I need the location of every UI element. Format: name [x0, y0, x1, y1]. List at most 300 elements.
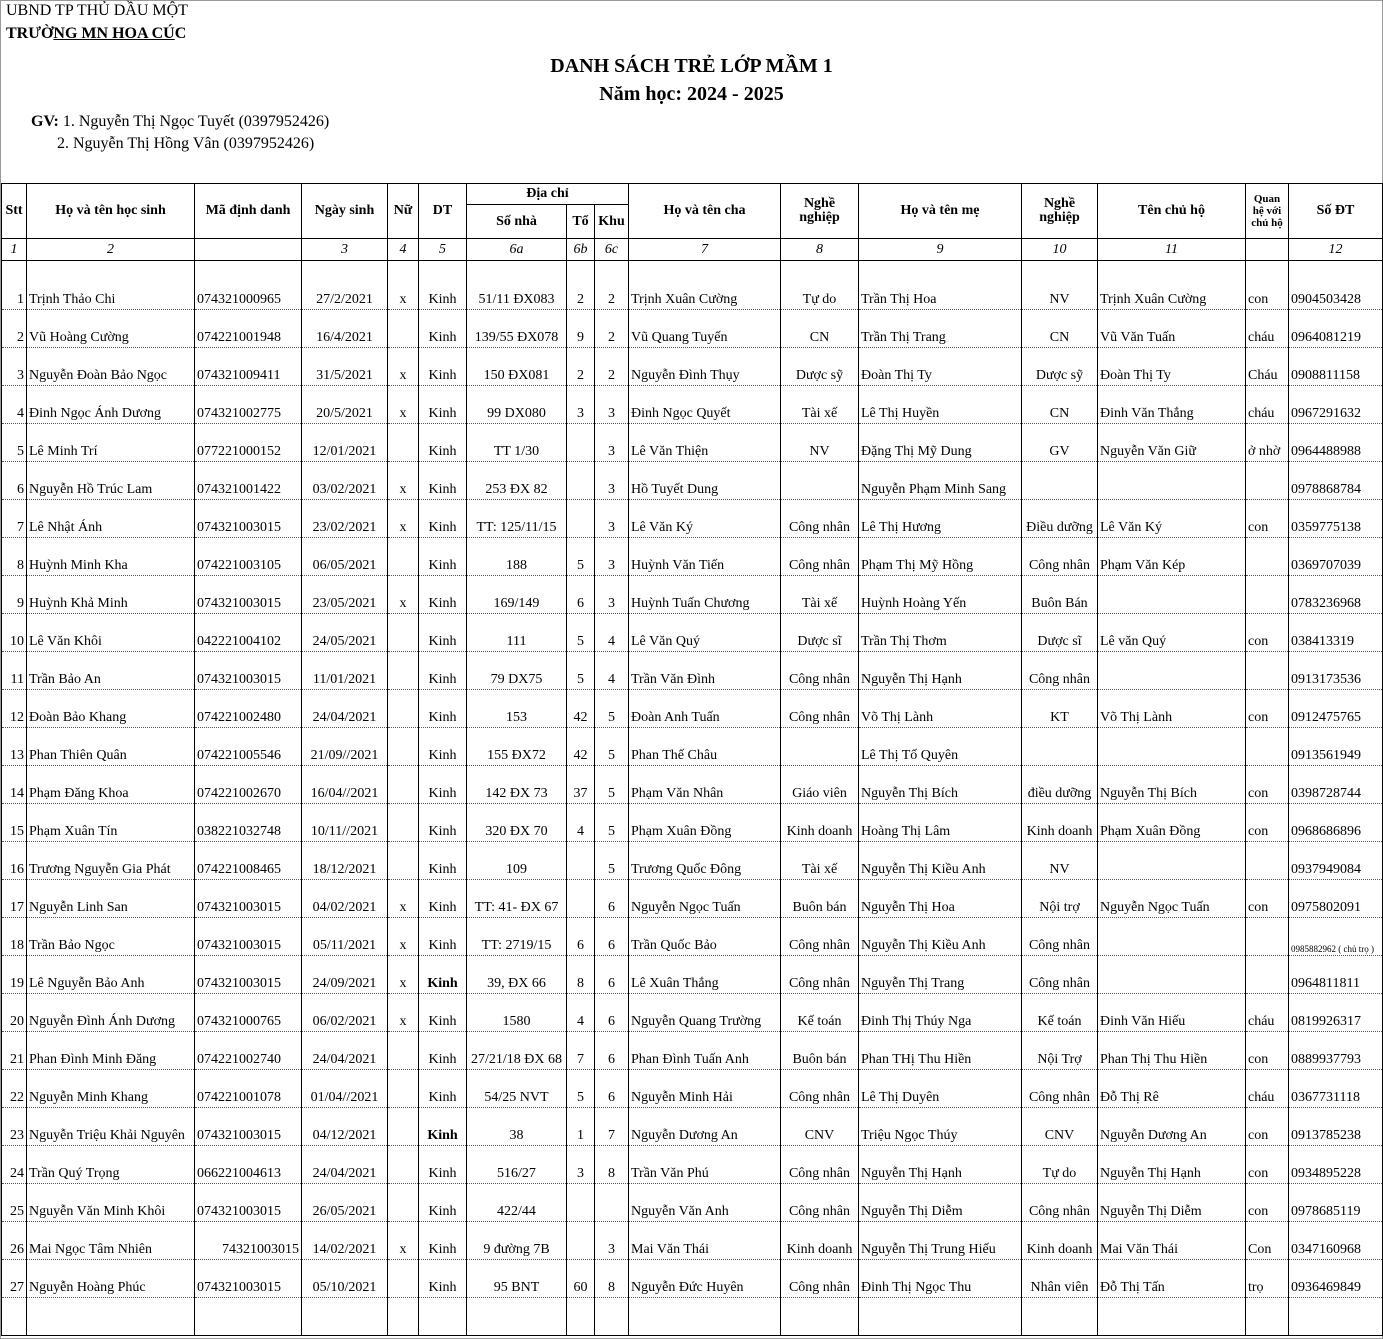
- cell-mother-job: Công nhân: [1022, 652, 1098, 690]
- cell-father-name: Nguyễn Dương An: [629, 1108, 781, 1146]
- cell-mother-job: Kế toán: [1022, 994, 1098, 1032]
- cell-student-id: 74321003015: [195, 1222, 302, 1260]
- cell-house-number: 111: [467, 614, 567, 652]
- cell-father-name: Lê Xuân Thắng: [629, 956, 781, 994]
- cell-ethnic: Kinh: [419, 1108, 467, 1146]
- cell-house-number: 95 BNT: [467, 1260, 567, 1298]
- cell-group: 6: [567, 576, 595, 614]
- cell-relation: Cháu: [1246, 348, 1289, 386]
- cell-student-name: Trịnh Thảo Chi: [27, 261, 195, 310]
- cell-relation: con: [1246, 614, 1289, 652]
- cell-household-head: Đinh Văn Hiếu: [1098, 994, 1246, 1032]
- cell-father-job: Tự do: [781, 261, 859, 310]
- cell-student-name: Huỳnh Khả Minh: [27, 576, 195, 614]
- cell-father-name: Trần Văn Đình: [629, 652, 781, 690]
- cell-dob: 05/10/2021: [302, 1260, 388, 1298]
- cell-ethnic: Kinh: [419, 348, 467, 386]
- cell-father-name: Phan Đình Tuấn Anh: [629, 1032, 781, 1070]
- cell-father-name: Mai Văn Thái: [629, 1222, 781, 1260]
- column-number: 5: [419, 239, 467, 261]
- cell-stt: 8: [2, 538, 27, 576]
- cell-mother-job: CN: [1022, 310, 1098, 348]
- cell-relation: con: [1246, 804, 1289, 842]
- cell-household-head: Nguyễn Thị Diễm: [1098, 1184, 1246, 1222]
- cell-household-head: Phạm Văn Kép: [1098, 538, 1246, 576]
- cell-phone: 0359775138: [1289, 500, 1383, 538]
- cell-mother-name: Lê Thị Duyên: [859, 1070, 1022, 1108]
- cell-zone: 3: [595, 538, 629, 576]
- cell-ethnic: Kinh: [419, 1184, 467, 1222]
- cell-stt: 6: [2, 462, 27, 500]
- cell-father-job: Kinh doanh: [781, 1222, 859, 1260]
- cell-ethnic: Kinh: [419, 728, 467, 766]
- cell-phone: 0964488988: [1289, 424, 1383, 462]
- cell-dob: 03/02/2021: [302, 462, 388, 500]
- cell-stt: 10: [2, 614, 27, 652]
- cell-female: [388, 652, 419, 690]
- cell-student-name: Phan Thiên Quân: [27, 728, 195, 766]
- table-row: [2, 614, 1383, 652]
- cell-dob: 16/4/2021: [302, 310, 388, 348]
- cell-student-id: 074321003015: [195, 1260, 302, 1298]
- cell-mother-name: Trần Thị Thơm: [859, 614, 1022, 652]
- cell-zone: 4: [595, 614, 629, 652]
- cell-female: [388, 1108, 419, 1146]
- cell-student-id: 042221004102: [195, 614, 302, 652]
- cell-father-name: Hồ Tuyết Dung: [629, 462, 781, 500]
- cell-house-number: 38: [467, 1108, 567, 1146]
- cell-house-number: [467, 1298, 567, 1336]
- cell-relation: [1246, 842, 1289, 880]
- cell-student-name: Vũ Hoàng Cường: [27, 310, 195, 348]
- cell-phone: 0936469849: [1289, 1260, 1383, 1298]
- cell-mother-name: Lê Thị Tố Quyên: [859, 728, 1022, 766]
- cell-female: x: [388, 880, 419, 918]
- cell-female: x: [388, 576, 419, 614]
- cell-female: x: [388, 500, 419, 538]
- cell-zone: 5: [595, 728, 629, 766]
- column-number: 4: [388, 239, 419, 261]
- cell-group: 5: [567, 652, 595, 690]
- cell-mother-name: Triệu Ngọc Thúy: [859, 1108, 1022, 1146]
- cell-phone: 0913173536: [1289, 652, 1383, 690]
- cell-mother-name: Hoàng Thị Lâm: [859, 804, 1022, 842]
- cell-mother-name: Lê Thị Huyền: [859, 386, 1022, 424]
- cell-phone: 0912475765: [1289, 690, 1383, 728]
- cell-house-number: 79 DX75: [467, 652, 567, 690]
- cell-relation: con: [1246, 500, 1289, 538]
- cell-ethnic: Kinh: [419, 918, 467, 956]
- cell-household-head: [1098, 842, 1246, 880]
- cell-stt: 13: [2, 728, 27, 766]
- cell-ethnic: Kinh: [419, 310, 467, 348]
- cell-zone: 8: [595, 1260, 629, 1298]
- cell-mother-name: Nguyễn Thị Diễm: [859, 1184, 1022, 1222]
- header-zone: Khu: [595, 205, 629, 239]
- cell-student-name: Nguyễn Đoàn Bảo Ngọc: [27, 348, 195, 386]
- cell-mother-name: Trần Thị Trang: [859, 310, 1022, 348]
- cell-father-job: Công nhân: [781, 956, 859, 994]
- cell-father-job: Công nhân: [781, 690, 859, 728]
- cell-father-name: Phan Thế Châu: [629, 728, 781, 766]
- cell-household-head: [1098, 956, 1246, 994]
- cell-household-head: Đinh Văn Thắng: [1098, 386, 1246, 424]
- cell-student-id: 066221004613: [195, 1146, 302, 1184]
- header-mother: Họ và tên mẹ: [859, 184, 1022, 239]
- cell-mother-name: Lê Thị Hương: [859, 500, 1022, 538]
- cell-father-job: [781, 728, 859, 766]
- cell-mother-name: Nguyễn Thị Bích: [859, 766, 1022, 804]
- cell-zone: 3: [595, 1222, 629, 1260]
- cell-zone: 2: [595, 310, 629, 348]
- header-relation: Quan hệ với chủ hộ: [1246, 184, 1289, 239]
- table-row: [2, 652, 1383, 690]
- cell-mother-name: Nguyễn Thị Kiều Anh: [859, 918, 1022, 956]
- cell-mother-name: Nguyễn Thị Hạnh: [859, 1146, 1022, 1184]
- column-number: [195, 239, 302, 261]
- cell-student-id: 074321003015: [195, 918, 302, 956]
- cell-household-head: Đỗ Thị Tấn: [1098, 1260, 1246, 1298]
- cell-household-head: Nguyễn Thị Bích: [1098, 766, 1246, 804]
- cell-father-job: Tài xế: [781, 576, 859, 614]
- column-number-row: [2, 239, 1383, 261]
- cell-mother-name: Đoàn Thị Ty: [859, 348, 1022, 386]
- table-row: [2, 1260, 1383, 1298]
- cell-mother-job: Nội trợ: [1022, 880, 1098, 918]
- cell-phone: 0367731118: [1289, 1070, 1383, 1108]
- table-row: [2, 538, 1383, 576]
- cell-father-job: Buôn bán: [781, 1032, 859, 1070]
- cell-relation: Con: [1246, 1222, 1289, 1260]
- cell-student-id: 074221002670: [195, 766, 302, 804]
- cell-father-job: Giáo viên: [781, 766, 859, 804]
- cell-relation: con: [1246, 766, 1289, 804]
- cell-stt: 20: [2, 994, 27, 1032]
- cell-mother-name: Huỳnh Hoàng Yến: [859, 576, 1022, 614]
- cell-female: [388, 1184, 419, 1222]
- cell-dob: 06/02/2021: [302, 994, 388, 1032]
- cell-mother-job: CN: [1022, 386, 1098, 424]
- cell-group: 1: [567, 1108, 595, 1146]
- cell-group: [567, 500, 595, 538]
- cell-father-name: [629, 1298, 781, 1336]
- cell-student-name: Phạm Đăng Khoa: [27, 766, 195, 804]
- cell-group: 3: [567, 1146, 595, 1184]
- cell-student-name: Nguyễn Văn Minh Khôi: [27, 1184, 195, 1222]
- cell-female: x: [388, 261, 419, 310]
- cell-student-id: 038221032748: [195, 804, 302, 842]
- cell-dob: 12/01/2021: [302, 424, 388, 462]
- cell-phone: 0975802091: [1289, 880, 1383, 918]
- cell-father-job: [781, 462, 859, 500]
- teacher-2: 2. Nguyễn Thị Hồng Vân (0397952426): [57, 135, 315, 152]
- cell-zone: 3: [595, 386, 629, 424]
- header-stt: Stt: [2, 184, 27, 239]
- table-row: [2, 880, 1383, 918]
- cell-stt: 14: [2, 766, 27, 804]
- cell-group: 8: [567, 956, 595, 994]
- cell-group: [567, 1222, 595, 1260]
- cell-stt: 4: [2, 386, 27, 424]
- cell-mother-name: Nguyễn Thị Hạnh: [859, 652, 1022, 690]
- cell-ethnic: Kinh: [419, 1146, 467, 1184]
- cell-mother-job: Công nhân: [1022, 538, 1098, 576]
- cell-phone: 0913785238: [1289, 1108, 1383, 1146]
- column-number: 2: [27, 239, 195, 261]
- cell-relation: con: [1246, 1032, 1289, 1070]
- cell-father-name: Đinh Ngọc Quyết: [629, 386, 781, 424]
- cell-house-number: 155 ĐX72: [467, 728, 567, 766]
- cell-household-head: Phan Thị Thu Hiền: [1098, 1032, 1246, 1070]
- cell-mother-name: Nguyễn Phạm Minh Sang: [859, 462, 1022, 500]
- cell-group: 2: [567, 348, 595, 386]
- cell-zone: 6: [595, 956, 629, 994]
- table-row: [2, 386, 1383, 424]
- cell-relation: con: [1246, 1184, 1289, 1222]
- cell-female: [388, 728, 419, 766]
- cell-ethnic: Kinh: [419, 424, 467, 462]
- cell-household-head: Nguyễn Văn Giữ: [1098, 424, 1246, 462]
- cell-student-name: Huỳnh Minh Kha: [27, 538, 195, 576]
- cell-student-name: Nguyễn Hồ Trúc Lam: [27, 462, 195, 500]
- cell-phone: 0964811811: [1289, 956, 1383, 994]
- header-address: Địa chỉ: [467, 184, 629, 205]
- cell-female: x: [388, 462, 419, 500]
- cell-father-name: Nguyễn Ngọc Tuấn: [629, 880, 781, 918]
- cell-mother-job: CNV: [1022, 1108, 1098, 1146]
- cell-dob: [302, 1298, 388, 1336]
- cell-mother-name: Nguyễn Thị Hoa: [859, 880, 1022, 918]
- cell-group: 5: [567, 614, 595, 652]
- cell-female: x: [388, 386, 419, 424]
- cell-mother-job: Buôn Bán: [1022, 576, 1098, 614]
- cell-student-id: 074221001948: [195, 310, 302, 348]
- cell-father-job: Tài xế: [781, 842, 859, 880]
- cell-ethnic: Kinh: [419, 1032, 467, 1070]
- cell-stt: 12: [2, 690, 27, 728]
- cell-relation: [1246, 918, 1289, 956]
- cell-household-head: Vũ Văn Tuấn: [1098, 310, 1246, 348]
- cell-female: [388, 424, 419, 462]
- cell-zone: 3: [595, 424, 629, 462]
- cell-father-job: Công nhân: [781, 1184, 859, 1222]
- student-rows: [2, 261, 1383, 1336]
- cell-zone: 8: [595, 1146, 629, 1184]
- table-row: [2, 1070, 1383, 1108]
- cell-relation: [1246, 956, 1289, 994]
- table-row: [2, 348, 1383, 386]
- cell-student-id: [195, 1298, 302, 1336]
- cell-relation: con: [1246, 261, 1289, 310]
- cell-relation: con: [1246, 1108, 1289, 1146]
- cell-father-job: Kinh doanh: [781, 804, 859, 842]
- column-number: 8: [781, 239, 859, 261]
- cell-student-name: Nguyễn Linh San: [27, 880, 195, 918]
- header-ethnic: DT: [419, 184, 467, 239]
- cell-household-head: Nguyễn Dương An: [1098, 1108, 1246, 1146]
- cell-relation: [1246, 1298, 1289, 1336]
- column-number: 10: [1022, 239, 1098, 261]
- cell-zone: 5: [595, 690, 629, 728]
- column-number: 6a: [467, 239, 567, 261]
- column-number: 7: [629, 239, 781, 261]
- cell-mother-job: Nội Trợ: [1022, 1032, 1098, 1070]
- cell-household-head: Lê Văn Ký: [1098, 500, 1246, 538]
- cell-mother-job: Nhân viên: [1022, 1260, 1098, 1298]
- cell-relation: [1246, 462, 1289, 500]
- cell-group: 6: [567, 918, 595, 956]
- cell-father-job: Dược sỹ: [781, 348, 859, 386]
- cell-student-name: Lê Minh Trí: [27, 424, 195, 462]
- teacher-1: 1. Nguyễn Thị Ngọc Tuyết (0397952426): [62, 113, 330, 130]
- table-row: [2, 1032, 1383, 1070]
- cell-ethnic: Kinh: [419, 804, 467, 842]
- page-subtitle: Năm học: 2024 - 2025: [599, 83, 784, 105]
- cell-zone: 3: [595, 576, 629, 614]
- cell-mother-job: Kinh doanh: [1022, 1222, 1098, 1260]
- cell-group: 7: [567, 1032, 595, 1070]
- cell-student-id: 077221000152: [195, 424, 302, 462]
- cell-father-name: Nguyễn Đình Thụy: [629, 348, 781, 386]
- cell-mother-name: Đặng Thị Mỹ Dung: [859, 424, 1022, 462]
- cell-dob: 24/04/2021: [302, 1032, 388, 1070]
- cell-dob: 06/05/2021: [302, 538, 388, 576]
- cell-zone: [595, 1298, 629, 1336]
- cell-household-head: [1098, 652, 1246, 690]
- cell-relation: con: [1246, 1146, 1289, 1184]
- cell-female: [388, 690, 419, 728]
- cell-father-job: NV: [781, 424, 859, 462]
- cell-group: 4: [567, 804, 595, 842]
- cell-phone: 0369707039: [1289, 538, 1383, 576]
- table-row: [2, 1108, 1383, 1146]
- cell-phone: [1289, 1298, 1383, 1336]
- cell-female: x: [388, 348, 419, 386]
- cell-mother-job: Công nhân: [1022, 918, 1098, 956]
- cell-ethnic: [419, 1298, 467, 1336]
- cell-stt: 24: [2, 1146, 27, 1184]
- cell-ethnic: Kinh: [419, 261, 467, 310]
- table-row: [2, 728, 1383, 766]
- column-number: 9: [859, 239, 1022, 261]
- cell-ethnic: Kinh: [419, 842, 467, 880]
- cell-household-head: Nguyễn Thị Hạnh: [1098, 1146, 1246, 1184]
- table-row: [2, 462, 1383, 500]
- header-dob: Ngày sinh: [302, 184, 388, 239]
- cell-mother-job: Tự do: [1022, 1146, 1098, 1184]
- cell-student-name: Nguyễn Triệu Khải Nguyên: [27, 1108, 195, 1146]
- table-row: [2, 1298, 1383, 1336]
- cell-house-number: 99 DX080: [467, 386, 567, 424]
- cell-mother-name: Đinh Thị Ngọc Thu: [859, 1260, 1022, 1298]
- cell-dob: 14/02/2021: [302, 1222, 388, 1260]
- cell-student-id: 074321003015: [195, 652, 302, 690]
- cell-female: [388, 842, 419, 880]
- cell-phone: 0398728744: [1289, 766, 1383, 804]
- cell-student-name: Trần Quý Trọng: [27, 1146, 195, 1184]
- table-row: [2, 804, 1383, 842]
- cell-house-number: 153: [467, 690, 567, 728]
- cell-stt: 23: [2, 1108, 27, 1146]
- cell-father-name: Lê Văn Quý: [629, 614, 781, 652]
- cell-house-number: 516/27: [467, 1146, 567, 1184]
- cell-student-name: Nguyễn Hoàng Phúc: [27, 1260, 195, 1298]
- cell-student-name: Phan Đình Minh Đăng: [27, 1032, 195, 1070]
- cell-student-name: Đinh Ngọc Ánh Dương: [27, 386, 195, 424]
- cell-mother-job: Công nhân: [1022, 1184, 1098, 1222]
- cell-father-name: Trịnh Xuân Cường: [629, 261, 781, 310]
- cell-dob: 11/01/2021: [302, 652, 388, 690]
- cell-student-id: 074321003015: [195, 956, 302, 994]
- cell-house-number: TT: 125/11/15: [467, 500, 567, 538]
- table-row: [2, 1222, 1383, 1260]
- cell-ethnic: Kinh: [419, 1222, 467, 1260]
- cell-female: [388, 1260, 419, 1298]
- cell-group: 5: [567, 1070, 595, 1108]
- cell-group: 4: [567, 994, 595, 1032]
- cell-father-job: Công nhân: [781, 538, 859, 576]
- cell-stt: 15: [2, 804, 27, 842]
- cell-relation: trọ: [1246, 1260, 1289, 1298]
- cell-student-id: 074321000765: [195, 994, 302, 1032]
- cell-mother-job: Công nhân: [1022, 956, 1098, 994]
- cell-father-name: Nguyễn Minh Hải: [629, 1070, 781, 1108]
- cell-relation: [1246, 652, 1289, 690]
- cell-phone: 0913561949: [1289, 728, 1383, 766]
- cell-mother-job: NV: [1022, 261, 1098, 310]
- cell-female: x: [388, 994, 419, 1032]
- cell-household-head: [1098, 576, 1246, 614]
- cell-mother-name: Trần Thị Hoa: [859, 261, 1022, 310]
- cell-mother-job: [1022, 462, 1098, 500]
- cell-mother-job: [1022, 728, 1098, 766]
- cell-student-name: Trần Bảo An: [27, 652, 195, 690]
- cell-student-name: [27, 1298, 195, 1336]
- cell-house-number: 1580: [467, 994, 567, 1032]
- column-number: 11: [1098, 239, 1246, 261]
- cell-house-number: 27/21/18 ĐX 68: [467, 1032, 567, 1070]
- cell-ethnic: Kinh: [419, 956, 467, 994]
- cell-stt: 19: [2, 956, 27, 994]
- cell-father-name: Huỳnh Văn Tiến: [629, 538, 781, 576]
- cell-student-name: Lê Văn Khôi: [27, 614, 195, 652]
- cell-mother-name: [859, 1298, 1022, 1336]
- cell-phone: 0937949084: [1289, 842, 1383, 880]
- cell-mother-job: NV: [1022, 842, 1098, 880]
- cell-stt: 21: [2, 1032, 27, 1070]
- header-house: Số nhà: [467, 205, 567, 239]
- column-number: 1: [2, 239, 27, 261]
- cell-student-name: Trần Bảo Ngọc: [27, 918, 195, 956]
- cell-student-id: 074321003015: [195, 880, 302, 918]
- cell-stt: [2, 1298, 27, 1336]
- header-mother-job: Nghề nghiệp: [1022, 184, 1098, 239]
- cell-phone: 0908811158: [1289, 348, 1383, 386]
- cell-dob: 04/02/2021: [302, 880, 388, 918]
- cell-relation: cháu: [1246, 994, 1289, 1032]
- cell-stt: 17: [2, 880, 27, 918]
- cell-phone: 0978685119: [1289, 1184, 1383, 1222]
- cell-female: [388, 538, 419, 576]
- cell-father-job: Công nhân: [781, 1260, 859, 1298]
- cell-household-head: Phạm Xuân Đồng: [1098, 804, 1246, 842]
- cell-student-name: Phạm Xuân Tín: [27, 804, 195, 842]
- cell-zone: 5: [595, 766, 629, 804]
- cell-stt: 7: [2, 500, 27, 538]
- cell-group: [567, 462, 595, 500]
- cell-stt: 5: [2, 424, 27, 462]
- cell-group: 9: [567, 310, 595, 348]
